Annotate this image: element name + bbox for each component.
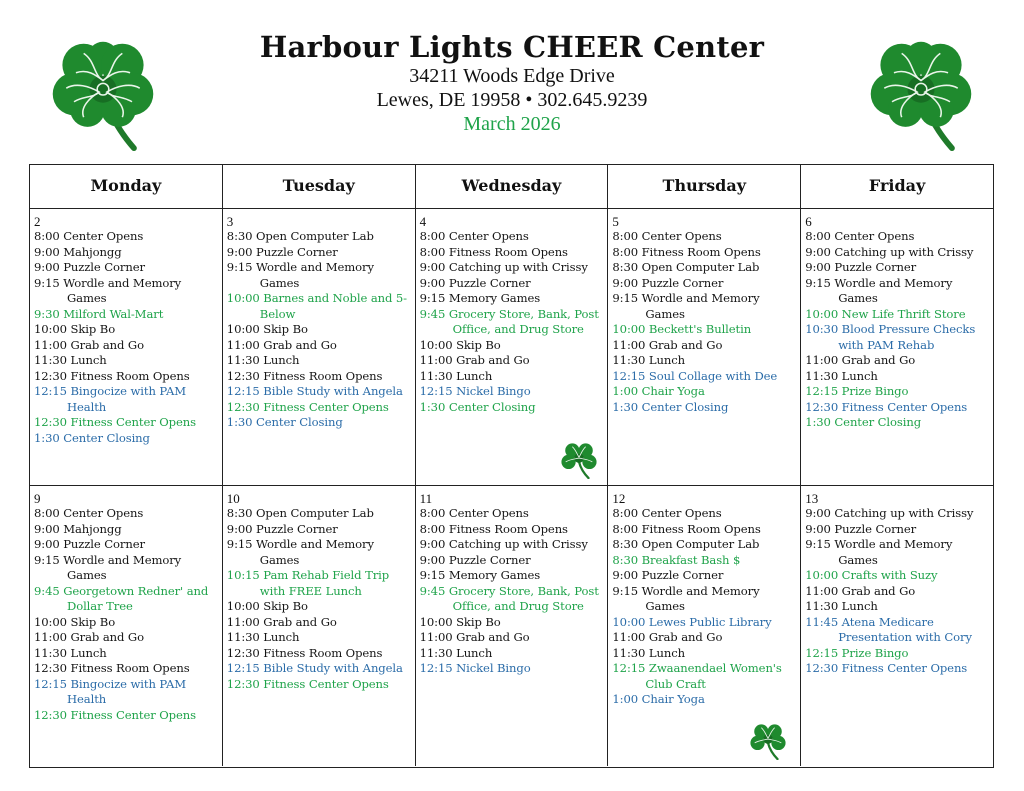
event-item: 9:15 Wordle and Memory Games <box>612 583 760 613</box>
event-item: 9:00 Catching up with Crissy <box>805 506 974 520</box>
event-item: 12:15 Prize Bingo <box>805 645 909 660</box>
event-item: 10:00 Skip Bo <box>226 322 308 336</box>
week-row <box>30 209 993 486</box>
event-item: 12:15 Nickel Bingo <box>419 384 531 398</box>
day-number: 5 <box>612 214 619 229</box>
event-item: 1:30 Center Closing <box>34 430 150 445</box>
event-item: 12:15 Prize Bingo <box>805 384 909 398</box>
event-item: 11:00 Grab and Go <box>805 583 916 598</box>
event-item: 12:15 Bible Study with Angela <box>226 384 403 398</box>
event-item: 8:00 Center Opens <box>419 506 529 520</box>
event-item: 9:00 Puzzle Corner <box>612 275 724 290</box>
day-cell <box>223 486 416 766</box>
event-item: 9:45 Georgetown Redner' and Dollar Tree <box>34 583 209 613</box>
event-item: 9:00 Puzzle Corner <box>419 552 531 567</box>
event-item: 8:00 Fitness Room Opens <box>419 244 568 259</box>
event-item: 9:15 Wordle and Memory Games <box>226 260 374 290</box>
event-item: 8:00 Center Opens <box>34 229 144 243</box>
event-item: 9:15 Wordle and Memory Games <box>612 291 760 321</box>
event-item: 11:00 Grab and Go <box>419 630 530 644</box>
day-number: 9 <box>34 491 41 506</box>
event-item: 12:30 Fitness Room Opens <box>226 368 383 383</box>
event-item: 9:00 Puzzle Corner <box>612 568 724 582</box>
event-item: 9:00 Puzzle Corner <box>34 537 145 551</box>
event-item: 8:30 Breakfast Bash $ <box>612 552 741 567</box>
event-item: 10:15 Pam Rehab Field Trip with FREE Lunch <box>226 568 390 598</box>
day-number: 10 <box>226 491 240 506</box>
event-item: 11:00 Grab and Go <box>612 337 723 352</box>
event-item: 12:15 Zwaanendael Women's Club Craft <box>612 661 782 691</box>
day-number: 2 <box>34 214 41 229</box>
event-item: 8:00 Center Opens <box>34 506 144 520</box>
event-item: 9:00 Puzzle Corner <box>805 521 917 536</box>
event-item: 1:30 Center Closing <box>226 415 343 429</box>
event-item: 12:15 Nickel Bingo <box>419 661 531 675</box>
day-cell <box>801 486 993 766</box>
day-number: 11 <box>419 491 433 506</box>
event-item: 9:15 Wordle and Memory Games <box>34 552 182 582</box>
event-item: 8:00 Center Opens <box>612 506 722 520</box>
calendar-header <box>0 30 1024 137</box>
event-item: 11:30 Lunch <box>419 368 493 383</box>
event-item: 9:15 Wordle and Memory Games <box>805 537 953 567</box>
event-item: 8:00 Center Opens <box>805 229 915 243</box>
event-item: 10:00 Lewes Public Library <box>612 614 772 629</box>
day-cell <box>30 209 223 485</box>
event-item: 10:30 Blood Pressure Checks with PAM Rehab <box>805 322 976 352</box>
event-item: 12:30 Fitness Room Opens <box>34 661 190 675</box>
event-item: 10:00 New Life Thrift Store <box>805 306 966 321</box>
shamrock-icon <box>749 722 787 760</box>
event-item: 8:30 Open Computer Lab <box>612 537 760 551</box>
event-item: 12:30 Fitness Room Opens <box>34 368 190 383</box>
event-item: 9:15 Memory Games <box>419 568 541 582</box>
event-item: 10:00 Beckett's Bulletin <box>612 322 752 336</box>
event-item: 8:00 Center Opens <box>612 229 722 243</box>
address-line: 34211 Woods Edge Drive <box>409 65 615 87</box>
event-item: 12:30 Fitness Center Opens <box>226 676 389 691</box>
event-item: 9:30 Milford Wal-Mart <box>34 306 164 321</box>
event-item: 11:00 Grab and Go <box>805 353 916 367</box>
event-item: 11:00 Grab and Go <box>612 630 723 644</box>
day-number: 4 <box>419 214 427 229</box>
event-item: 11:30 Lunch <box>419 645 493 660</box>
day-cell <box>30 486 223 766</box>
event-item: 1:30 Center Closing <box>805 415 922 429</box>
event-item: 11:45 Atena Medicare Presentation with Cory <box>805 614 972 644</box>
event-item: 12:15 Bingocize with PAM Health <box>34 384 187 414</box>
event-item: 1:00 Chair Yoga <box>612 692 705 706</box>
event-item: 10:00 Skip Bo <box>419 614 501 629</box>
event-item: 9:00 Puzzle Corner <box>226 521 338 536</box>
page-title: Harbour Lights CHEER Center <box>259 30 765 64</box>
event-item: 10:00 Skip Bo <box>419 337 501 352</box>
event-item: 11:30 Lunch <box>226 630 300 644</box>
day-number: 6 <box>805 214 812 229</box>
event-item: 12:30 Fitness Room Opens <box>226 645 383 660</box>
event-item: 9:15 Wordle and Memory Games <box>34 275 182 305</box>
event-item: 12:30 Fitness Center Opens <box>805 399 968 414</box>
event-item: 9:45 Grocery Store, Bank, Post Office, and Drug Store <box>419 306 599 336</box>
day-cell <box>223 209 416 485</box>
event-item: 10:00 Skip Bo <box>34 322 116 336</box>
event-item: 11:30 Lunch <box>34 645 107 660</box>
weekday-header-row <box>30 165 993 209</box>
event-item: 10:00 Crafts with Suzy <box>805 568 938 582</box>
event-item: 8:00 Fitness Room Opens <box>612 244 761 259</box>
event-item: 10:00 Skip Bo <box>226 599 308 613</box>
weekday-header-monday: Monday <box>30 165 223 208</box>
day-cell <box>416 486 609 766</box>
day-number: 13 <box>805 491 819 506</box>
event-item: 12:15 Soul Collage with Dee <box>612 368 778 383</box>
event-item: 9:00 Catching up with Crissy <box>419 537 588 551</box>
day-cell <box>416 209 609 485</box>
event-item: 11:30 Lunch <box>612 353 685 367</box>
event-item: 9:15 Wordle and Memory Games <box>226 537 374 567</box>
event-item: 10:00 Barnes and Noble and 5-Below <box>226 291 407 321</box>
event-item: 11:30 Lunch <box>612 645 685 660</box>
event-item: 12:30 Fitness Center Opens <box>805 661 968 675</box>
event-item: 8:30 Open Computer Lab <box>226 229 374 243</box>
event-item: 9:45 Grocery Store, Bank, Post Office, and Drug Store <box>419 583 599 613</box>
event-item: 9:00 Puzzle Corner <box>34 260 145 274</box>
weekday-header-tuesday: Tuesday <box>223 165 416 208</box>
event-item: 1:30 Center Closing <box>419 399 536 414</box>
day-cell <box>608 209 801 485</box>
event-item: 12:30 Fitness Center Opens <box>34 707 196 722</box>
event-item: 9:00 Puzzle Corner <box>805 260 917 274</box>
event-item: 9:00 Mahjongg <box>34 521 122 536</box>
event-item: 8:30 Open Computer Lab <box>226 506 374 520</box>
event-item: 11:00 Grab and Go <box>226 614 337 629</box>
event-item: 8:00 Fitness Room Opens <box>612 521 761 536</box>
event-item: 8:00 Center Opens <box>419 229 529 243</box>
event-item: 12:15 Bible Study with Angela <box>226 661 403 675</box>
event-item: 12:15 Bingocize with PAM Health <box>34 676 187 706</box>
event-item: 9:00 Puzzle Corner <box>419 275 531 290</box>
event-item: 11:30 Lunch <box>34 353 107 367</box>
event-item: 8:30 Open Computer Lab <box>612 260 760 274</box>
event-item: 8:00 Fitness Room Opens <box>419 521 568 536</box>
week-row <box>30 486 993 766</box>
event-item: 11:00 Grab and Go <box>419 353 530 367</box>
event-item: 11:00 Grab and Go <box>226 337 337 352</box>
event-item: 11:30 Lunch <box>805 368 878 383</box>
event-item: 9:00 Catching up with Crissy <box>805 244 974 259</box>
event-item: 9:15 Memory Games <box>419 291 541 305</box>
event-item: 9:00 Catching up with Crissy <box>419 260 588 274</box>
event-item: 12:30 Fitness Center Opens <box>226 399 389 414</box>
weekday-header-wednesday: Wednesday <box>416 165 609 208</box>
month-label: March 2026 <box>463 113 561 135</box>
day-number: 12 <box>612 491 626 506</box>
event-item: 12:30 Fitness Center Opens <box>34 415 196 429</box>
day-number: 3 <box>226 214 234 229</box>
calendar-grid <box>29 164 994 768</box>
event-item: 11:30 Lunch <box>226 353 300 367</box>
day-cell <box>801 209 993 485</box>
event-item: 1:30 Center Closing <box>612 399 729 414</box>
event-item: 9:15 Wordle and Memory Games <box>805 275 953 305</box>
weekday-header-thursday: Thursday <box>608 165 801 208</box>
event-item: 9:00 Mahjongg <box>34 244 122 259</box>
event-item: 1:00 Chair Yoga <box>612 384 705 398</box>
event-item: 11:00 Grab and Go <box>34 337 144 352</box>
event-item: 10:00 Skip Bo <box>34 614 116 629</box>
weekday-header-friday: Friday <box>868 176 926 195</box>
event-item: 9:00 Puzzle Corner <box>226 244 338 259</box>
day-cell <box>608 486 801 766</box>
shamrock-icon <box>560 441 598 479</box>
event-item: 11:00 Grab and Go <box>34 630 144 644</box>
event-item: 11:30 Lunch <box>805 599 878 613</box>
city-phone-line: Lewes, DE 19958 • 302.645.9239 <box>376 89 648 111</box>
